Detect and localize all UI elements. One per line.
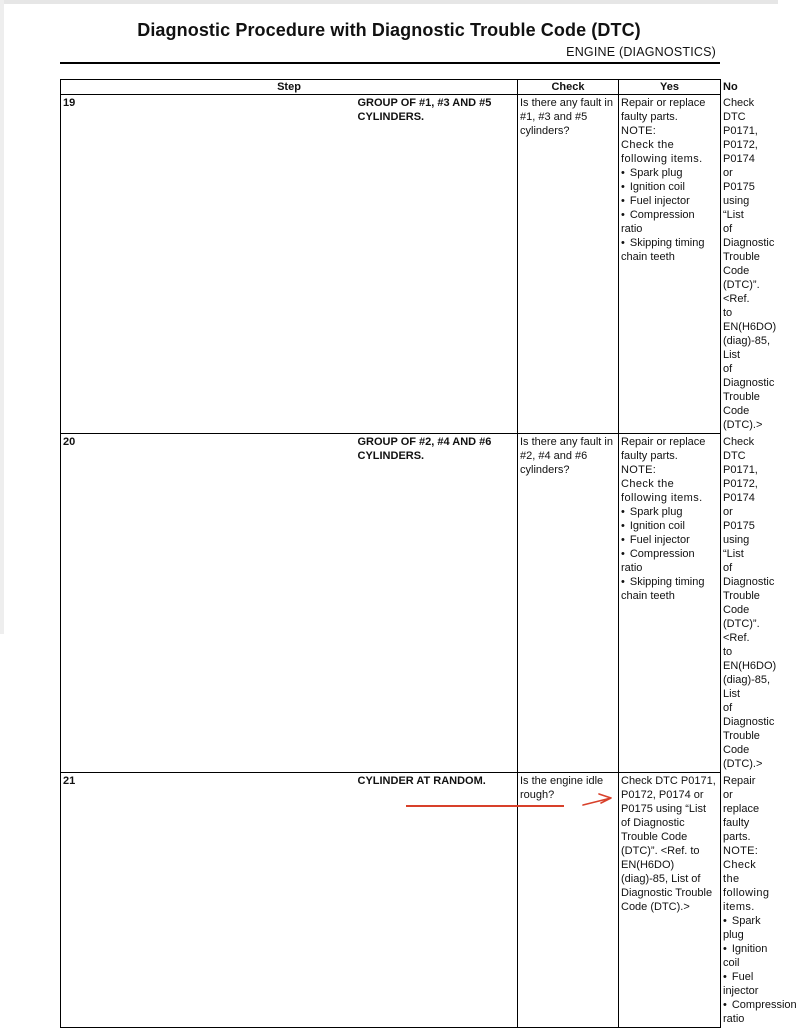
- yes-action: [619, 95, 721, 434]
- list-item: • Ignition coil: [621, 519, 718, 533]
- table-row-19: 19 GROUP OF #1, #3 AND #5 CYLINDERS. Is there any fault in #1, #3 and #5 cylinders? Repair or replace faulty parts. NOTE: Check the following items. • Spark plug • Ignition coil • Fuel injector • Compression ratio • Skipping timing chain teeth Check DTC P0171, P0172, P0174 or P0175 using “List of Diagnostic Trouble Code (DTC)”. <Ref. to EN(H6DO)(diag)-85, List of Diagnostic Trouble Code (DTC).>: [61, 95, 721, 434]
- step-description: CYLINDER AT RANDOM.: [357, 775, 486, 787]
- list-item: • Compression ratio: [621, 208, 718, 236]
- check-items-list: [621, 505, 718, 603]
- red-arrow-annotation: [581, 790, 615, 808]
- yes-action-text: Repair or replace faulty parts.: [621, 436, 706, 462]
- list-item: • Fuel injector: [621, 194, 718, 208]
- diagnostic-table: [60, 79, 797, 1028]
- note-text: Check the following items.: [621, 139, 703, 165]
- step-description: GROUP OF #2, #4 AND #6 CYLINDERS.: [356, 434, 518, 773]
- step-number: 19: [61, 95, 356, 434]
- column-header-check: Check: [518, 80, 619, 95]
- page-border-left: [0, 0, 4, 634]
- check-question: Is there any fault in #1, #3 and #5 cylinders?: [518, 95, 619, 434]
- table-row-21: 21 CYLINDER AT RANDOM. Is the engine idle rough? Check DTC P0171, P0172, P0174 or P0175 using “List of Diagnostic Trouble Code (DTC)”. <Ref. to EN(H6DO)(diag)-85, List of Diagnostic Trouble Code (DTC).> Repair or replace faulty parts. NOTE: Check the following items. Spark plug Ignition coil Fuel injector Compression ratio: [61, 773, 721, 1028]
- list-item: • Skipping timing chain teeth: [621, 575, 718, 603]
- check-question: Is the engine idle rough?: [518, 773, 619, 1028]
- step-number: 20: [61, 434, 356, 773]
- table-header-row: Step Check Yes No: [61, 80, 721, 95]
- check-question: Is there any fault in #2, #4 and #6 cylinders?: [518, 434, 619, 773]
- note-label: NOTE:: [621, 464, 657, 476]
- check-items-list: [621, 166, 718, 264]
- yes-action: [619, 434, 721, 773]
- column-header-yes: Yes: [619, 80, 721, 95]
- step-description: GROUP OF #1, #3 AND #5 CYLINDERS.: [356, 95, 518, 434]
- yes-action: [619, 773, 721, 1028]
- step-cell: [356, 773, 518, 1028]
- step-number: 21: [61, 773, 356, 1028]
- header-rule: [60, 62, 720, 64]
- list-item: • Compression ratio: [621, 547, 718, 575]
- list-item: • Skipping timing chain teeth: [621, 236, 718, 264]
- list-item: • Spark plug: [621, 166, 718, 180]
- page-title: Diagnostic Procedure with Diagnostic Trouble Code (DTC): [137, 20, 641, 40]
- list-item: • Spark plug: [621, 505, 718, 519]
- red-underline-annotation: [406, 805, 564, 807]
- list-item: • Ignition coil: [621, 180, 718, 194]
- yes-action-text: Check DTC P0171, P0172, P0174 or P0175 using “List of Diagnostic Trouble Code (DTC)”. <Ref. to EN(H6DO)(diag)-85, List of Diagnostic Trouble Code (DTC).>: [621, 775, 716, 913]
- table-row-20: 20 GROUP OF #2, #4 AND #6 CYLINDERS. Is there any fault in #2, #4 and #6 cylinders? Repair or replace faulty parts. NOTE: Check the following items. • Spark plug • Ignition coil • Fuel injector • Compression ratio • Skipping timing chain teeth Check DTC P0171, P0172, P0174 or P0175 using “List of Diagnostic Trouble Code (DTC)”. <Ref. to EN(H6DO)(diag)-85, List of Diagnostic Trouble Code (DTC).>: [61, 434, 721, 773]
- section-label: ENGINE (DIAGNOSTICS): [566, 45, 716, 59]
- list-item: • Fuel injector: [621, 533, 718, 547]
- yes-action-text: Repair or replace faulty parts.: [621, 97, 706, 123]
- page-border-top: [0, 0, 778, 4]
- column-header-step: Step: [61, 80, 518, 95]
- note-text: Check the following items.: [621, 478, 703, 504]
- note-label: NOTE:: [621, 125, 657, 137]
